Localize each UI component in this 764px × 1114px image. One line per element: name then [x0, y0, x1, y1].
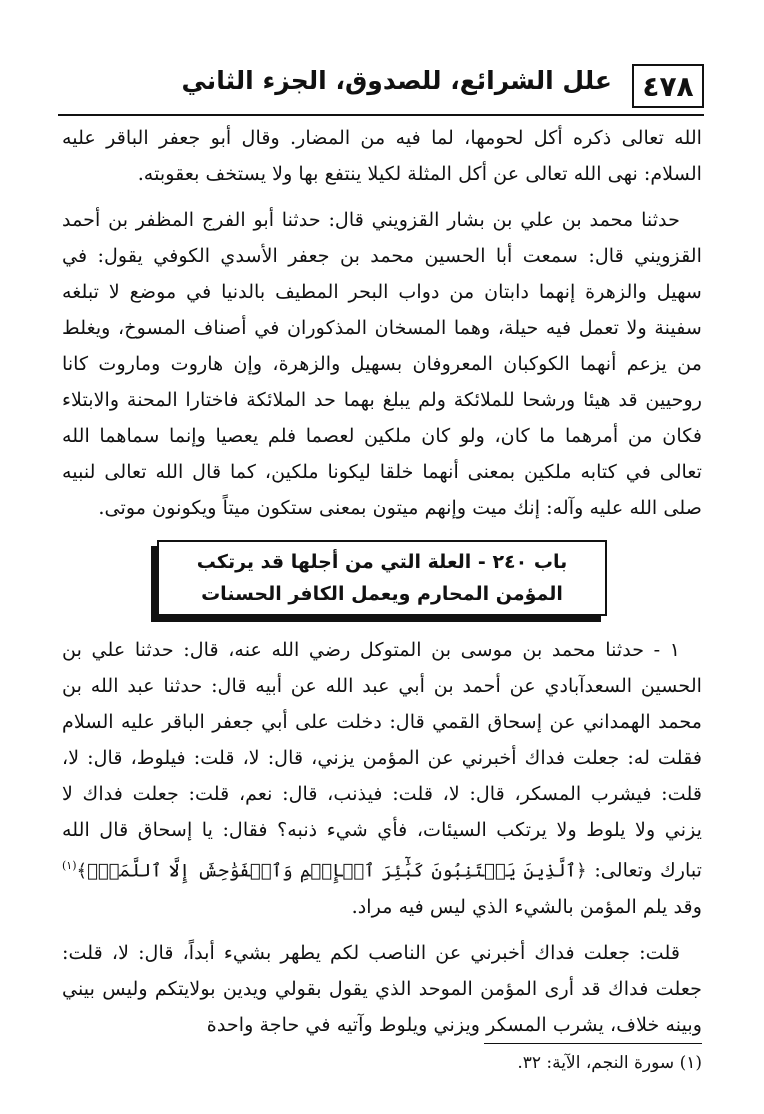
chapter-heading-box — [157, 540, 607, 616]
paragraph-1: الله تعالى ذكره أكل لحومها، لما فيه من المضار. وقال أبو جعفر الباقر عليه السلام: نهى الله تعالى عن أكل المثلة لكيلا ينتفع بها ولا يستخف بعقوبته. — [62, 126, 702, 185]
paragraph-3 — [62, 632, 702, 925]
hadith-text: ١ - حدثنا محمد بن موسى بن المتوكل رضي الله عنه، قال: حدثنا علي بن الحسين السعدآبادي عن أحمد بن أبي عبد الله عن أبيه قال: حدثنا عبد الله بن محمد الهمداني عن إسحاق القمي قال: دخلت على أبي جعفر الباقر عليه السلام فقلت له: جعلت فداك أخبرني عن المؤمن يزني، قال: لا، قلت: فيلوط، قال: لا، قلت: فيشرب المسكر، قال: لا، قلت: فيذنب، قال: نعم، قلت: جعلت فداك لا يزني ولا يلوط ولا يرتكب السيئات، فأي شيء ذنبه؟ فقال: يا إسحاق قال الله تبارك وتعالى: — [62, 638, 702, 882]
paragraph-4: قلت: جعلت فداك أخبرني عن الناصب لكم يطهر بشيء أبداً، قال: لا، قلت: جعلت فداك قد أرى المؤمن الموحد الذي يقول بقولي ويدين بولايتكم وليس بيني وبينه خلاف، يشرب المسكر ويزني ويلوط وآتيه في حاجة واحدة — [62, 941, 702, 1037]
running-header — [58, 62, 704, 114]
footnote: (١) سورة النجم، الآية: ٣٢. — [517, 1053, 702, 1073]
chapter-heading-line-2: المؤمن المحارم ويعمل الكافر الحسنات — [201, 583, 563, 605]
header-divider — [58, 114, 704, 116]
main-text — [62, 120, 702, 1043]
footnote-marker[interactable]: (١) — [62, 859, 77, 872]
footnote-divider — [484, 1043, 702, 1044]
running-title: علل الشرائع، للصدوق، الجزء الثاني — [181, 66, 612, 95]
paragraph-2: حدثنا محمد بن علي بن بشار القزويني قال: حدثنا أبو الفرج المظفر بن أحمد القزويني قال: سمعت أبا الحسين محمد بن جعفر الأسدي الكوفي يقول: في سهيل والزهرة إنهما دابتان من دواب البحر المطيف بالدنيا في موضع لا تبلغه سفينة ولا تعمل فيه حيلة، وهما المسخان المذكوران في أصناف المسوخ، ويغلط من يزعم أنهما الكوكبان المعروفان بسهيل والزهرة، وإن هاروت وماروت كانا روحيين قد هيئا ورشحا للملائكة ولم يبلغ بهما حد الملائكة فاختارا المحنة والابتلاء فكان من أمرهما ما كان، ولو كان ملكين لعصما فلم يعصيا وإنما سماهما الله تعالى في كتابه ملكين بمعنى أنهما خلقا ليكونا ملكين، كما قال الله تعالى لنبيه صلى الله عليه وآله: إنك ميت وإنهم ميتون بمعنى ستكون ميتاً ويكونون موتى. — [62, 208, 702, 519]
hadith-text-continued: وقد يلم المؤمن بالشيء الذي ليس فيه مراد. — [351, 895, 702, 919]
page-number: ٤٧٨ — [632, 64, 704, 108]
chapter-heading-line-1: باب ٢٤٠ - العلة التي من أجلها قد يرتكب — [196, 551, 568, 573]
quran-verse: ﴿ٱلَّذِينَ يَجۡتَنِبُونَ كَبَٰٓئِرَ ٱلۡإِثۡمِ وَٱلۡفَوَٰحِشَ إِلَّا ٱللَّمَمَۚ﴾ — [76, 860, 587, 882]
